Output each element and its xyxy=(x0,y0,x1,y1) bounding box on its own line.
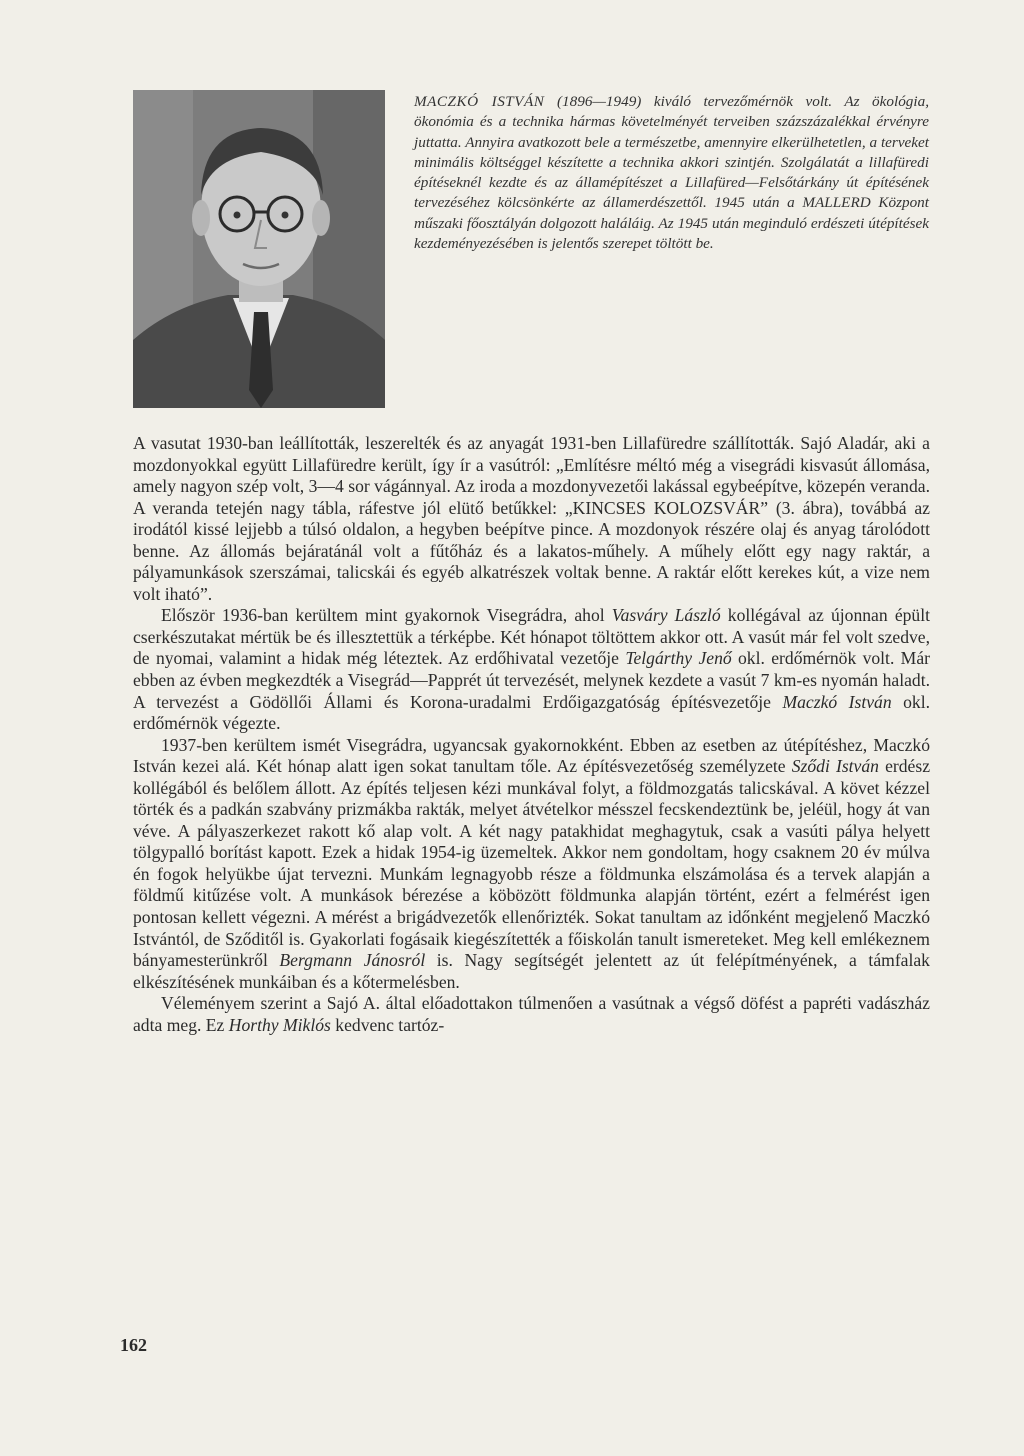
person-name: Maczkó István xyxy=(782,691,892,712)
person-name: Bergmann Jánosról xyxy=(279,950,426,971)
portrait-illustration xyxy=(133,90,385,408)
paragraph-2: Először 1936-ban kerültem mint gyakornok Visegrádra, ahol Vasváry László kollégával az újonnan épült cserkészutakat mértük be és illesztettük a térképbe. Két hónapot töltöttem akkor ott. A vasút már fel volt szedve, de nyomai, valamint a hidak még léteztek. Az erdőhivatal vezetője Telgárthy Jenő okl. erdőmérnök volt. Már ebben az évben megkezdték a Visegrád—Papprét út tervezését, melynek kezdete a vasút 7 km-es nyomán haladt. A tervezést a Gödöllői Állami és Korona-uradalmi Erdőigazgatóság építésvezetője Maczkó István okl. erdőmérnök végezte. xyxy=(133,605,931,734)
caption-author: MACZKÓ ISTVÁN xyxy=(414,93,545,110)
body-text xyxy=(133,433,930,1036)
person-name: Horthy Miklós xyxy=(228,1014,331,1035)
paragraph-3: 1937-ben kerültem ismét Visegrádra, ugyancsak gyakornokként. Ebben az esetben az útépítéshez, Maczkó István kezei alá. Két hónap alatt igen sokat tanultam tőle. Az építésvezetőség személyzete Sződi István erdész kollégából és belőlem állott. Az építés teljesen kézi munkával folyt, a földmozgatás talicskával. A követ kézzel törték és a padkán szabvány prizmákba rakták, melyet átvételkor mésszel fecskendeztünk be, jeléül, hogy át van véve. A pályaszerkezet rakott kő alap volt. A két nagy patakhidat meghagytuk, csak a vasúti pálya helyett tölgypalló borítást kapott. Ezek a hidak 1954-ig üzemeltek. Akkor nem gondoltam, hogy csaknem 20 év múlva én fogok helyükbe újat tervezni. Munkám legnagyobb része a földmunka elszámolása és a tervek alapján a földmű kitűzése volt. A munkások bérezése a köbözött földmunka alapján történt, ezért a felmérést igen pontosan kellett végezni. A mérést a brigádvezetők ellenőrizték. Sokat tanultam az időnként megjelenő Maczkó Istvántól, de Sződitől is. Gyakorlati fogásaik kiegészítették a főiskolán tanult ismereteket. Meg kell emlékeznem bányamesterünkről Bergmann Jánosról is. Nagy segítségét jelentett az út felépítményének, a támfalak elkészítésének munkáiban és a kőtermelésben. xyxy=(133,734,931,992)
paragraph-4: Véleményem szerint a Sajó A. által előadottakon túlmenően a vasútnak a végső döfést a papréti vadászház adta meg. Ez Horthy Miklós kedvenc tartóz- xyxy=(133,993,930,1035)
photo-caption xyxy=(414,92,929,254)
person-name: Sződi István xyxy=(791,756,879,777)
page-number: 162 xyxy=(120,1335,147,1355)
paragraph-1: A vasutat 1930-ban leállították, leszerelték és az anyagát 1931-ben Lillafüredre szállították. Sajó Aladár, aki a mozdonyokkal együtt Lillafüredre került, így ír a vasútról: „Említésre méltó még a visegrádi kisvasút állomása, amely nagyon szép volt, 3—4 sor vágánnyal. Az iroda a mozdonyvezetői lakással egybeépítve, közepén veranda. A veranda tetején nagy tábla, ráfestve jól elütő betűkkel: „KINCSES KOLOZSVÁR” (3. ábra), továbbá az irodától kissé lejjebb a túlsó oldalon, a hegyben beépítve pince. A mozdonyok részére olaj és anyag tárolódott benne. Az állomás bejáratánál volt a fűtőház és a lakatos-műhely. A műhely előtt egy nagy raktár, a pályamunkások szerszámai, talicskái és egyéb alkatrészek voltak benne. A raktár előtt kerekes kút, a vize nem volt iható”. xyxy=(133,433,930,604)
portrait-photo xyxy=(133,90,385,408)
caption-text: (1896—1949) kiváló tervezőmérnök volt. Az ökológia, ökonómia és a technika hármas követelményét terveiben százszázalékkal érvényre juttatta. Annyira avatkozott bele a természetbe, amennyire elkerülhetetlen, a terveket minimális költséggel készítette a technika akkori szintjén. Szolgálatát a lillafüredi építéseknél kezdte és az államépítészet a Lillafüred—Felsőtárkány út építésének tervezéséhez kölcsönkérte az államerdészettől. 1945 után a MALLERD Központ műszaki főosztályán dolgozott haláláig. Az 1945 után meginduló erdészeti útépítések kezdeményezésében is jelentős szerepet töltött be. xyxy=(414,93,930,253)
person-name: Vasváry László xyxy=(611,605,721,626)
person-name: Telgárthy Jenő xyxy=(625,648,732,669)
